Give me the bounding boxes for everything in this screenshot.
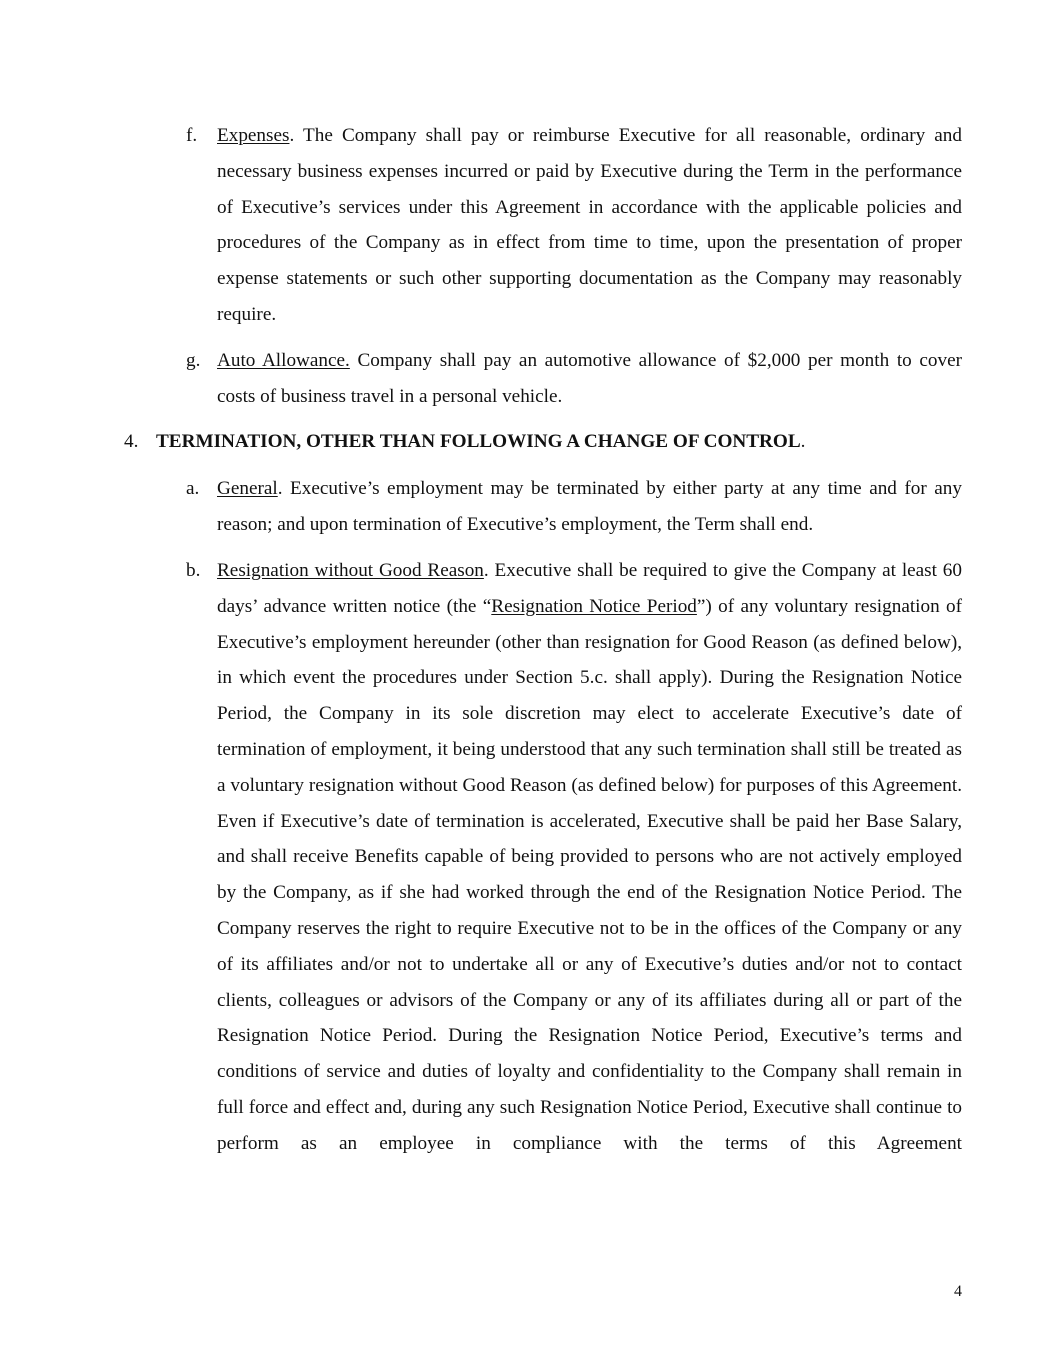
page-number: 4 — [954, 1283, 962, 1300]
item-a-heading: General — [217, 478, 278, 499]
item-f-heading: Expenses — [217, 125, 290, 146]
item-f-text: . The Company shall pay or reimburse Executive for all reasonable, ordinary and necessary business expenses incurred or paid by Executive during the Term in the performance of Executive’s services under this Agreement in accordance with the applicable policies and procedures of the Company as in effect from time to time, upon the presentation of proper expense statements or such other supporting documentation as the Company may reasonably require. — [217, 125, 962, 325]
item-a-text: . Executive’s employment may be terminated by either party at any time and for any reason; and upon termination of Executive’s employment, the Term shall end. — [217, 478, 962, 535]
section-4-title: TERMINATION, OTHER THAN FOLLOWING A CHANGE OF CONTROL — [156, 431, 801, 452]
item-g-body — [217, 343, 962, 415]
item-b-defined-term: Resignation Notice Period — [491, 595, 697, 617]
item-b-text-2: ”) of any voluntary resignation of Executive’s employment hereunder (other than resignation for Good Reason (as defined below), in which event the procedures under Section 5.c. shall apply). During the Resignation Notice Period, the Company in its sole discretion may elect to accelerate Executive’s date of termination of employment, it being understood that any such termination shall still be treated as a voluntary resignation without Good Reason (as defined below) for purposes of this Agreement. Even if Executive’s date of termination is accelerated, Executive shall be paid her Base Salary, and shall receive Benefits capable of being provided to persons who are not actively employed by the Company, as if she had worked through the end of the Resignation Notice Period. The Company reserves the right to require Executive not to be in the offices of the Company or any of its affiliates and/or not to undertake all or any of Executive’s duties and/or not to contact clients, colleagues or advisors of the Company or any of its affiliates during all or part of the Resignation Notice Period. During the Resignation Notice Period, Executive’s terms and conditions of service and duties of loyalty and confidentiality to the Company shall remain in full force and effect and, during any such Resignation Notice Period, Executive shall continue to perform as an employee in compliance with the terms of this Agreement — [217, 595, 963, 1154]
section-4-marker: 4. — [124, 431, 139, 452]
item-f-expenses — [186, 118, 962, 333]
item-a-body — [217, 471, 962, 543]
item-b-text-1: . Executive shall be required to give the Company at least 60 days’ advance written notice (the “ — [217, 560, 962, 617]
section-4-title-end: . — [800, 431, 806, 452]
item-f-marker: f. — [186, 125, 198, 146]
item-b-resignation — [186, 553, 962, 1162]
item-g-auto-allowance — [186, 343, 962, 415]
item-g-heading: Auto Allowance. — [217, 350, 350, 371]
item-g-text: Company shall pay an automotive allowance of $2,000 per month to cover costs of business travel in a personal vehicle. — [217, 350, 962, 407]
item-b-heading: Resignation without Good Reason — [217, 560, 484, 581]
item-g-marker: g. — [186, 350, 201, 371]
section-4-body — [156, 424, 964, 460]
section-4-heading — [124, 424, 964, 460]
item-f-body — [217, 118, 962, 333]
item-a-marker: a. — [186, 478, 200, 499]
item-b-body — [217, 553, 962, 1162]
item-b-marker: b. — [186, 560, 201, 581]
item-a-general — [186, 471, 962, 543]
